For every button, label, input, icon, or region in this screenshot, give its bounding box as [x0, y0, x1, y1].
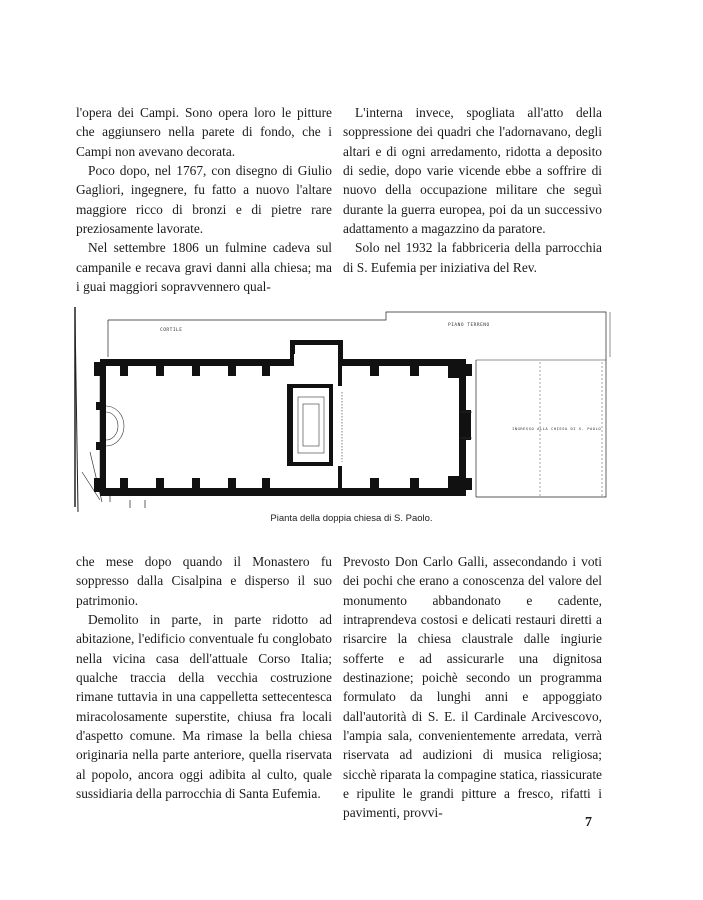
- text-column-bottom-right: [343, 552, 602, 823]
- plan-label-cortile: CORTILE: [160, 328, 183, 333]
- paragraph: Prevosto Don Carlo Galli, assecondando i voti dei pochi che erano a conoscenza del valore del monumento abbandonato e cadente, intraprendeva costosi e delicati restauri diretti a risarcire la chiesa claustrale dalle ingiurie sofferte e ad assicurarle una dignitosa destinazione; poichè secondo un programma formulato da lunghi anni e appoggiato dall'autorità di S. E. il Cardinale Arcivescovo, l'ampia sala, convenientemente arredata, verrà riservata ad audizioni di musica religiosa; sicchè riparata la compagine statica, riassicurate e ripulite le grandi pitture a fresco, rifatti i pavimenti, provvi-: [343, 554, 602, 821]
- paragraph: Poco dopo, nel 1767, con disegno di Giulio Gagliori, ingegnere, fu fatto a nuovo l'altare maggiore ricco di bronzi e di pietre rare preziosamente lavorate.: [76, 163, 332, 237]
- text-column-top-left: [76, 103, 332, 296]
- text-column-bottom-left: [76, 552, 332, 803]
- paragraph: che mese dopo quando il Monastero fu soppresso dalla Cisalpina e disperso il suo patrimonio.: [76, 554, 332, 608]
- text-column-top-right: [343, 103, 602, 277]
- plan-label-piano-terreno: PIANO TERRENO: [448, 323, 490, 328]
- paragraph: l'opera dei Campi. Sono opera loro le pitture che aggiunsero nella parete di fondo, che i Campi non avevano decorata.: [76, 105, 332, 159]
- page-number: 7: [585, 815, 592, 830]
- paragraph: Demolito in parte, in parte ridotto ad abitazione, l'edificio conventuale fu conglobato nella vicina casa dell'attuale Corso Italia; qualche traccia della vecchia costruzione rimane tuttavia in una cappelletta settecentesca miracolosamente superstite, chiusa fra locali d'aspetto comune. Ma rimase la bella chiesa originaria nella parte anteriore, quella riservata al popolo, ancora oggi adibita al culto, quale sussidiaria della parrocchia di Santa Eufemia.: [76, 612, 332, 802]
- paragraph: Solo nel 1932 la fabbriceria della parrocchia di S. Eufemia per iniziativa del Rev.: [343, 240, 602, 275]
- paragraph: Nel settembre 1806 un fulmine cadeva sul campanile e recava gravi danni alla chiesa; ma i guai maggiori sopravvennero qual-: [76, 240, 332, 295]
- paragraph: L'interna invece, spogliata all'atto della soppressione dei quadri che l'adornavano, degli altari e di ogni arredamento, ridotta a deposito di sedie, dopo varie vicende ebbe a soffrire di nuovo della occupazione militare che seguì durante la guerra europea, poi da un successivo adattamento a magazzino da paratore.: [343, 105, 602, 237]
- plan-label-ingresso: INGRESSO ALLA CHIESA DI S. PAOLO: [512, 426, 602, 431]
- figure-caption: Pianta della doppia chiesa di S. Paolo.: [270, 513, 433, 524]
- church-floor-plan: [70, 302, 615, 517]
